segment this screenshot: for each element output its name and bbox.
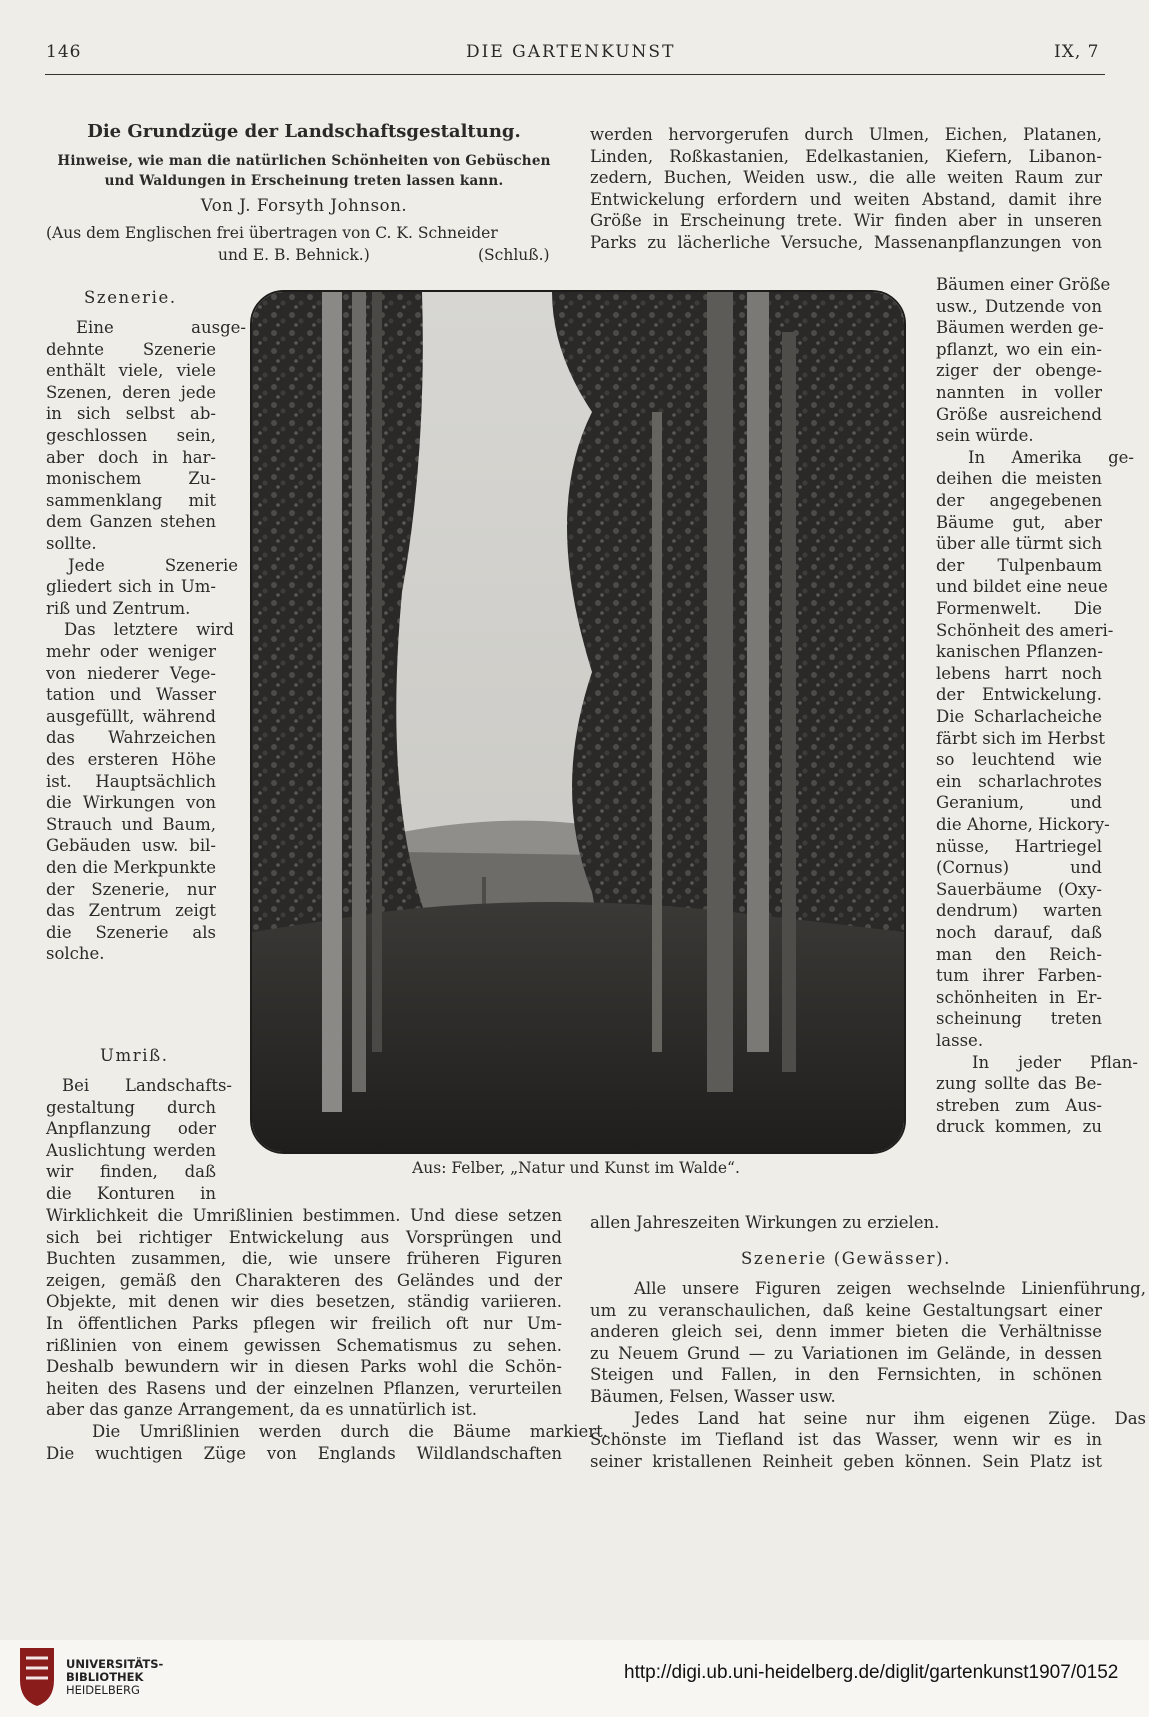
text-line: und bildet eine neue — [936, 577, 1108, 597]
text-line: solche. — [46, 944, 105, 964]
translation-note-line-1: (Aus dem Englischen frei übertragen von C. K. Schneider — [46, 224, 498, 242]
text-line: Entwickelung erfordern und weiten Abstand, damit ihre — [590, 189, 1102, 209]
running-title: DIE GARTENKUNST — [466, 42, 676, 62]
article-subtitle-line-2: und Waldungen in Erscheinung treten lassen kann. — [104, 173, 504, 189]
text-line: Auslichtung werden — [46, 1140, 216, 1160]
text-line: geschlossen sein, — [46, 426, 216, 445]
text-line: zu Neuem Grund — zu Variationen im Gelände, in dessen — [590, 1343, 1102, 1363]
text-line: dem Ganzen stehen — [46, 512, 216, 532]
text-line: Formenwelt. Die — [936, 599, 1102, 618]
text-line: Geranium, und — [936, 793, 1102, 813]
article-title: Die Grundzüge der Landschaftsgestaltung. — [87, 121, 521, 142]
text-line: Bäumen werden ge- — [936, 318, 1104, 338]
text-line: schönheiten in Er- — [936, 987, 1102, 1007]
text-line: Objekte, mit denen wir dies besetzen, ständig variieren. — [46, 1292, 562, 1312]
text-line: Bäumen, Felsen, Wasser usw. — [590, 1387, 836, 1406]
text-line: zung sollte das Be- — [936, 1074, 1102, 1094]
text-line: nüsse, Hartriegel — [936, 836, 1102, 856]
text-line: lasse. — [936, 1031, 984, 1050]
text-line: die Wirkungen von — [46, 793, 216, 813]
text-line: wir finden, daß — [46, 1162, 216, 1182]
issue-number: IX, 7 — [1054, 42, 1100, 62]
text-line: Anpflanzung oder — [46, 1119, 216, 1139]
text-line: ein scharlachrotes — [936, 771, 1102, 791]
text-line: den die Merkpunkte — [46, 858, 216, 877]
text-line: Eine ausge- — [76, 318, 246, 337]
text-line: Bäumen einer Größe — [936, 275, 1111, 294]
text-line: aber das ganze Arrangement, da es unnatürlich ist. — [46, 1400, 478, 1420]
text-line: man den Reich- — [936, 944, 1102, 964]
text-line: Jedes Land hat seine nur ihm eigenen Züge. Das — [634, 1408, 1146, 1428]
text-line: streben zum Aus- — [936, 1095, 1102, 1115]
text-line: Das letztere wird — [64, 620, 234, 640]
text-line: nannten in voller — [936, 383, 1102, 402]
text-line: scheinung treten — [936, 1009, 1102, 1029]
text-line: kanischen Pflanzen- — [936, 642, 1103, 662]
page-number: 146 — [46, 42, 82, 62]
text-line: dendrum) warten — [936, 901, 1102, 921]
text-line: zedern, Buchen, Weiden usw., die alle weiten Raum zur — [590, 168, 1102, 188]
text-line: gliedert sich in Um- — [46, 577, 216, 597]
text-line: Linden, Roßkastanien, Edelkastanien, Kiefern, Libanon- — [590, 146, 1102, 166]
text-line: zeigen, gemäß den Charakteren des Geländes und der — [46, 1270, 562, 1290]
text-line: In öffentlichen Parks pflegen wir freilich oft nur Um- — [46, 1314, 562, 1333]
text-line: Buchten zusammen, die, wie unsere früheren Figuren — [46, 1249, 562, 1269]
text-line: lebens harrt noch — [936, 663, 1102, 683]
text-line: Die Umrißlinien werden durch die Bäume markiert. — [92, 1422, 608, 1441]
text-line: rißlinien von einem gewissen Schematismus zu sehen. — [46, 1335, 562, 1355]
text-line: der angegebenen — [936, 491, 1102, 510]
text-line: Schönheit des ameri- — [936, 620, 1114, 640]
text-line: anderen gleich sei, denn immer bieten die Verhältnisse — [590, 1322, 1102, 1342]
text-line: die Konturen in — [46, 1184, 216, 1203]
header-rule — [45, 74, 1105, 75]
text-line: In jeder Pflan- — [972, 1052, 1138, 1072]
text-line: ausgefüllt, während — [46, 706, 216, 726]
text-line: sich bei richtiger Entwickelung aus Vorsprüngen und — [46, 1227, 562, 1247]
text-line: heiten des Rasens und der einzelnen Pflanzen, verurteilen — [46, 1378, 562, 1398]
text-line: riß und Zentrum. — [46, 598, 191, 618]
text-line: das Wahrzeichen — [46, 728, 216, 748]
text-line: ziger der obenge- — [936, 361, 1102, 381]
text-line: die Ahorne, Hickory- — [936, 815, 1110, 834]
text-line: sollte. — [46, 534, 97, 553]
text-line: deihen die meisten — [936, 469, 1102, 489]
text-line: Größe in Erscheinung trete. Wir finden aber in unseren — [590, 211, 1102, 231]
section-heading-szenerie-gewaesser: Szenerie (Gewässer). — [741, 1249, 951, 1268]
text-line: Sauerbäume (Oxy- — [936, 879, 1102, 899]
text-line: werden hervorgerufen durch Ulmen, Eichen, Platanen, — [590, 125, 1102, 144]
text-line: über alle türmt sich — [936, 534, 1102, 554]
text-line: sammenklang mit — [46, 490, 216, 510]
text-line: In Amerika ge- — [968, 447, 1134, 467]
text-line: Strauch und Baum, — [46, 814, 216, 834]
text-line: Jede Szenerie — [68, 555, 238, 575]
text-line: das Zentrum zeigt — [46, 901, 216, 921]
text-line: um zu veranschaulichen, daß keine Gestaltungsart einer — [590, 1300, 1102, 1320]
text-line: dehnte Szenerie — [46, 339, 216, 359]
text-line: tum ihrer Farben- — [936, 966, 1102, 986]
text-line: Deshalb bewundern wir in diesen Parks wohl die Schön- — [46, 1357, 562, 1377]
text-line: Größe ausreichend — [936, 404, 1102, 424]
text-line: druck kommen, zu — [936, 1117, 1102, 1137]
text-line: ist. Hauptsächlich — [46, 771, 216, 791]
text-line: Parks zu lächerliche Versuche, Massenanpflanzungen von — [590, 233, 1102, 252]
forest-photograph — [250, 290, 906, 1154]
text-line: Die wuchtigen Züge von Englands Wildlandschaften — [46, 1443, 562, 1463]
text-line: Bei Landschafts- — [62, 1076, 232, 1095]
text-line: Szenen, deren jede — [46, 382, 216, 402]
text-line: monischem Zu- — [46, 469, 216, 489]
article-byline: Von J. Forsyth Johnson. — [200, 196, 408, 215]
section-heading-szenerie: Szenerie. — [84, 288, 177, 307]
text-line: allen Jahreszeiten Wirkungen zu erzielen. — [590, 1213, 940, 1232]
text-line: Bäume gut, aber — [936, 512, 1102, 532]
library-name-line-1: UNIVERSITÄTS- — [66, 1657, 164, 1671]
library-name-line-3: HEIDELBERG — [66, 1683, 140, 1697]
text-line: tation und Wasser — [46, 685, 216, 705]
article-subtitle-line-1: Hinweise, wie man die natürlichen Schönheiten von Gebüschen — [57, 153, 551, 169]
text-line: Alle unsere Figuren zeigen wechselnde Linienführung, — [634, 1279, 1146, 1298]
text-line: Wirklichkeit die Umrißlinien bestimmen. Und diese setzen — [46, 1206, 562, 1225]
text-line: Die Scharlacheiche — [936, 707, 1102, 726]
text-line: Schönste im Tiefland ist das Wasser, wenn wir es in — [590, 1430, 1102, 1450]
text-line: enthält viele, viele — [46, 361, 216, 381]
text-line: gestaltung durch — [46, 1097, 216, 1117]
library-name-line-2: BIBLIOTHEK — [66, 1670, 144, 1684]
text-line: sein würde. — [936, 426, 1034, 446]
text-line: färbt sich im Herbst — [936, 728, 1105, 748]
text-line: pflanzt, wo ein ein- — [936, 339, 1102, 359]
text-line: in sich selbst ab- — [46, 404, 216, 424]
university-library-logo — [16, 1646, 58, 1708]
continuation-note: (Schluß.) — [478, 246, 550, 264]
text-line: der Tulpenbaum — [936, 555, 1102, 575]
source-url[interactable]: http://digi.ub.uni-heidelberg.de/diglit/gartenkunst1907/0152 — [624, 1662, 1119, 1683]
text-line: der Szenerie, nur — [46, 879, 216, 899]
text-line: usw., Dutzende von — [936, 296, 1102, 316]
text-line: des ersteren Höhe — [46, 750, 216, 769]
figure-caption: Aus: Felber, „Natur und Kunst im Walde“. — [412, 1159, 740, 1177]
text-line: mehr oder weniger — [46, 642, 216, 661]
text-line: seiner kristallenen Reinheit geben können. Sein Platz ist — [590, 1451, 1102, 1471]
translation-note-line-2: und E. B. Behnick.) — [218, 246, 370, 264]
text-line: noch darauf, daß — [936, 923, 1102, 942]
text-line: der Entwickelung. — [936, 685, 1102, 705]
text-line: Gebäuden usw. bil- — [46, 836, 216, 856]
text-line: aber doch in har- — [46, 447, 216, 467]
section-heading-umriss: Umriß. — [100, 1046, 169, 1065]
text-line: von niederer Vege- — [46, 663, 216, 683]
text-line: die Szenerie als — [46, 922, 216, 942]
text-line: so leuchtend wie — [936, 750, 1102, 770]
text-line: (Cornus) und — [936, 858, 1102, 878]
footer-bar — [0, 1640, 1149, 1717]
text-line: Steigen und Fallen, in den Fernsichten, in schönen — [590, 1365, 1102, 1385]
